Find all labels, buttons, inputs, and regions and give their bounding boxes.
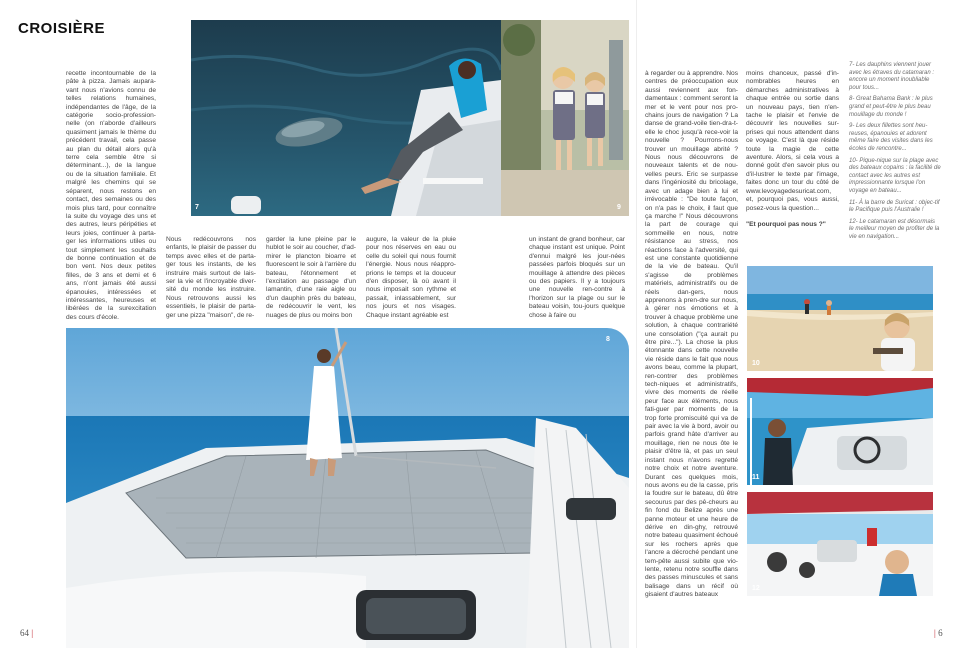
- page-number-left: 64: [20, 628, 29, 638]
- article-column-7: [746, 70, 839, 240]
- photo-helm: [747, 378, 933, 485]
- page-gutter: [636, 0, 637, 648]
- photo-beach: [747, 266, 933, 371]
- closing-quote: "Et pourquoi pas nous ?": [746, 220, 826, 228]
- article-column-4: [366, 236, 456, 322]
- column-text: garder la lune pleine par le hublot le soir au coucher, d'ad-mirer le plancton bioarre et fluorescent le soir à l'arrière du bateau, l'étonnement et l'excitation au passage d'un lamantin, d'une raie aigle ou d'un dauphin près du bateau, de redécouvrir le vent, les nuages de plus ou moins bon: [266, 236, 356, 319]
- article-column-3: [266, 236, 356, 322]
- article-column-6: [645, 70, 738, 630]
- caption: 8- Great Bahama Bank : le plus grand et peut-être le plus beau mouillage du monde !: [849, 96, 933, 118]
- folio-left: 64 |: [20, 628, 34, 638]
- beach-image: [747, 266, 933, 371]
- dolphin-image: [191, 20, 501, 216]
- caption: 7- Les dauphins viennent jouer avec les étraves du catamaran : encore un moment inoubliable pour tous...: [849, 62, 935, 91]
- photo-girls: [501, 20, 629, 216]
- article-column-5: [529, 236, 625, 322]
- caption: 9- Les deux fillettes sont heu-reuses, épanouies et adorent même faire des visites dans les écoles de rencontre...: [849, 123, 933, 152]
- cockpit-image: [747, 492, 933, 596]
- column-text: moins chanceux, passé d'in-nombrables heures en démarches administratives à chaque entrée ou sortie dans un nouveau pays, tien n'en-tache le plaisir et l'envie de découvrir les nouvelles sur-prises qui nous attendent dans ce voyage. C'est là que réside toute la magie de cette aventure. Alors, si cela vous a donné goût d'en savoir plus ou d'il-lustrer le texte par l'image, faites donc un tour du côté de www.levoyagedesuricat.com, et, pourquoi pas, vous aussi, posez-vous la question...: [746, 70, 839, 212]
- photo-number: 8: [606, 336, 610, 343]
- photo-cockpit: [747, 492, 933, 596]
- article-column-1: [66, 70, 156, 370]
- photo-dolphin: [191, 20, 501, 216]
- page-number-right: 6: [938, 628, 943, 638]
- photo-number: 12: [752, 585, 760, 592]
- photo-number: 10: [752, 360, 760, 367]
- photo-number: 11: [752, 474, 760, 481]
- column-text: Nous redécouvrons nos enfants, le plaisir de passer du temps avec elles et de parta-ger tous les instants, de les instruire mais surtout de lais-ser la vie et l'incroyable diver-sité du monde les instruire. Nous retrouvons aussi les essentiels, le plaisir de parta-ger une pizza "maison", de re-: [166, 236, 256, 319]
- column-text: augure, la valeur de la pluie pour nos réserves en eau ou celle du soleil qui nous fournit l'énergie. Nous nous réappro-prions le temps et la douceur d'en disposer, là où avant il nous imposait son rythme et passait, inlassablement, sur nos jours et nos visages. Chaque instant agréable est: [366, 236, 456, 319]
- girls-image: [501, 20, 629, 216]
- caption: 12- Le catamaran est désormais le meilleur moyen de profiter de la vie en navigation...: [849, 218, 940, 240]
- helm-image: [747, 378, 933, 485]
- photo-number: 9: [617, 204, 621, 211]
- section-title: CROISIÈRE: [18, 20, 106, 37]
- captions-column: [849, 62, 941, 241]
- photo-catamaran-bow: [66, 328, 629, 648]
- catamaran-image: [66, 328, 629, 648]
- caption: 11- À la barre de Suricat : objec-tif le Pacifique puis l'Australie !: [849, 199, 940, 214]
- caption: 10- Pique-nique sur la plage avec des bateaux copains : la facilité de contact avec les autres est impressionnante lorsque l'on voyage en bateau...: [849, 157, 941, 194]
- column-text: à regarder ou à apprendre. Nos centres de préoccupation eux aussi reviennent aux fon-damentaux : comment seront la mer et le vent pour nos pro-chains jours de navigation ? La danse de grand-voile tien-dra-t-elle le choc jusqu'à rece-voir la nouvelle ? Pourrons-nous trouver un mouillage abrité ? Nous nous découvrons de nouveaux talents et de nou-velles peurs. Eric se surpasse dans l'ingéniosité du bricolage, avec un adage bien à lui et irrévocable : "De toute façon, on n'a pas le choix, il faut que ça marche !" Nous découvrons la part de courage qui sommeille en nous, notre résistance au stress, nos réactions face à l'adversité, qui est une constante quotidienne de la vie de bateau. Qu'il s'agisse de problèmes matériels, administratifs ou de réels dan-gers, nous apprenons à pren-dre sur nous, à gérer nos émotions et à trouver à chaque problème une solution, à chaque contrariété une consolation ("ça aurait pu être pire..."). La chose la plus étonnante dans cette nouvelle vie réside dans le fait que nous avons beau, comme la plupart, ren-contrer des problèmes tech-niques et administratifs, vivre des moments de réelle peur face aux éléments, nous fati-guer par moments de la trop forte promiscuité qui va de pair avec la vie à bord, avoir ou parfois grand hâte d'arriver au mouillage, rien ne nous ôte le plaisir d'être là, et pas un seul instant nous n'avons regretté notre choix et notre aventure. Durant ces quelques mois, nous avons eu de la casse, pris la foudre sur le bateau, dû être secourus par des pê-cheurs au fin fond du Belize après une panne moteur et une heure de dérive en din-ghy, retrouvé notre bateau quasiment échoué sur les rochers après que l'ancre a décroché pendant une tem-pête aussi subite que vio-lente, retenu notre souffle dans des passes minuscules et sans balisage dans un récif où gisaient d'autres bateaux: [645, 70, 738, 599]
- photo-number: 7: [195, 204, 199, 211]
- column-text: un instant de grand bonheur, car chaque instant est unique. Point d'ennui malgré les jour-nées passées parfois bloqués sur un mouillage à attendre des pièces ou des papiers. Il y a toujours une nouvelle ren-contre à l'horizon sur la plage ou sur le bateau voisin, tou-jours quelque chose à faire ou: [529, 236, 625, 319]
- folio-right: | 6: [934, 628, 943, 638]
- column-text: recette incontournable de la pâte à pizza. Jamais aupara-vant nous n'avions connu de telles relations humaines, indépendantes de l'âge, de la catégorie socio-profession-nelle (on n'aborde d'ailleurs quasiment jamais le thème du précédent travail, cela passe au plan du détail alors qu'à terre cela semble être si déterminant...), de la langue ou de la situation familiale. Et malgré les chemins qui se séparent, nous restons en contact, des semaines ou des mois plus tard, pour connaître la suite du voyage des uns et des autres, leurs péripéties et leurs joies, continuer à parta-ger les informations utiles ou tout simplement les souhaits de bonne continuation et de bon vent. Nos deux petites filles, de 3 ans et demi et 6 ans, n'ont jamais été aussi épanouies, intéressées et intéressantes, heureuses et libérées de la surexcitation des cours d'école.: [66, 70, 156, 321]
- article-column-2: [166, 236, 256, 322]
